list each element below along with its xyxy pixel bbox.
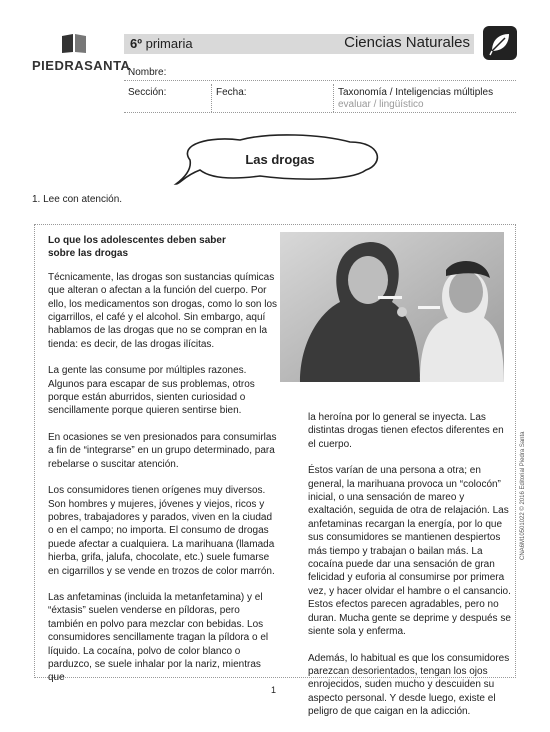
instruction: 1. Lee con atención. (32, 194, 123, 205)
taxonomy-label: Taxonomía / Inteligencias múltiples (338, 87, 494, 98)
section-row (124, 84, 516, 113)
article-paragraph: Éstos varían de una persona a otra; en general, la marihuana provoca un “colocón” inicial, o una sensación de mareo y exaltación, seguida de otra de relajación. Las anfetaminas recargan la energía, por lo que sus consumidores se mantienen despiertos más tiempo y trabajan o bailan más. La cocaína puede dar una sensación de gran felicidad y euforia al consumirse por primera vez, y hacer olvidar el hambre o el cansancio. Estos efectos parecen agradables, pero no duran. Mucha gente se deprime y después se siente sola y enferma. (308, 465, 511, 638)
name-row (124, 64, 516, 81)
article-paragraph: Las anfetaminas (incluida la metanfetamina) y el “éxtasis” suelen venderse en píldoras, pero también en polvo para mezclar con bebidas. Los consumidores sencillamente tragan la píldora o el líquido. La cocaína, polvo de color blanco o parduzco, se suele inhalar por la nariz, mientras que (48, 591, 269, 684)
page-number: 1 (271, 685, 277, 695)
leaf-icon (483, 26, 517, 60)
date-label: Fecha: (216, 87, 247, 98)
taxonomy-value: evaluar / lingüístico (338, 99, 424, 110)
form-divider-2 (333, 84, 334, 112)
form-divider-1 (211, 84, 212, 112)
name-label: Nombre: (128, 67, 167, 78)
article-right-column (308, 411, 513, 732)
article-paragraph: Los consumidores tienen orígenes muy diversos. Son hombres y mujeres, jóvenes y viejos, ricos y pobres, trabajadores y parados, viven en la ciudad o en el campo; no importa. El consumo de drogas puede afectar a cualquiera. La marihuana (llamada hierba, grifa, jalufa, chocolate, etc.) suele fumarse en cigarrillos y se vende en trozos de color marrón. (48, 485, 275, 577)
brand-logo: PIEDRASANTA (32, 58, 131, 73)
section-label: Sección: (128, 87, 167, 98)
subject-title: Ciencias Naturales (344, 34, 470, 51)
article-paragraph: Técnicamente, las drogas son sustancias químicas que alteran o afectan a la función del cuerpo. Por ello, los medicamentos son drogas, como lo son los cigarrillos, el café y el alcohol. Sin embargo, aquí hablamos de las drogas que no se compran en la tienda: es decir, de las drogas ilícitas. (48, 271, 278, 350)
article-left-column (48, 234, 278, 698)
page-title: Las drogas (245, 152, 315, 167)
teens-smoking-photo (280, 232, 504, 382)
grade-label: 6º primaria (130, 36, 193, 51)
article-paragraph: la heroína por lo general se inyecta. Las distintas drogas tienen efectos diferentes en el cuerpo. (308, 412, 504, 450)
article-paragraph: En ocasiones se ven presionados para consumirlas a fin de “integrarse” en un grupo determinado, para rebelarse o suscitar atención. (48, 431, 277, 470)
article-paragraph: Además, lo habitual es que los consumidores parezcan desorientados, tengan los ojos enrojecidos, suden mucho y descuiden su aspecto personal. Y desde luego, existe el peligro de que caigan en la adicción. (308, 652, 510, 718)
copyright-credit: CNA6M10501022 © 2016 Editorial Piedra Santa (520, 431, 526, 560)
article-heading: Lo que los adolescentes deben saber sobre las drogas (48, 235, 226, 260)
book-logo-icon (60, 32, 88, 54)
article-paragraph: La gente las consume por múltiples razones. Algunos para escapar de sus problemas, otros porque están aburridos, sienten curiosidad o sencillamente porque quieren sentirse bien. (48, 365, 255, 417)
